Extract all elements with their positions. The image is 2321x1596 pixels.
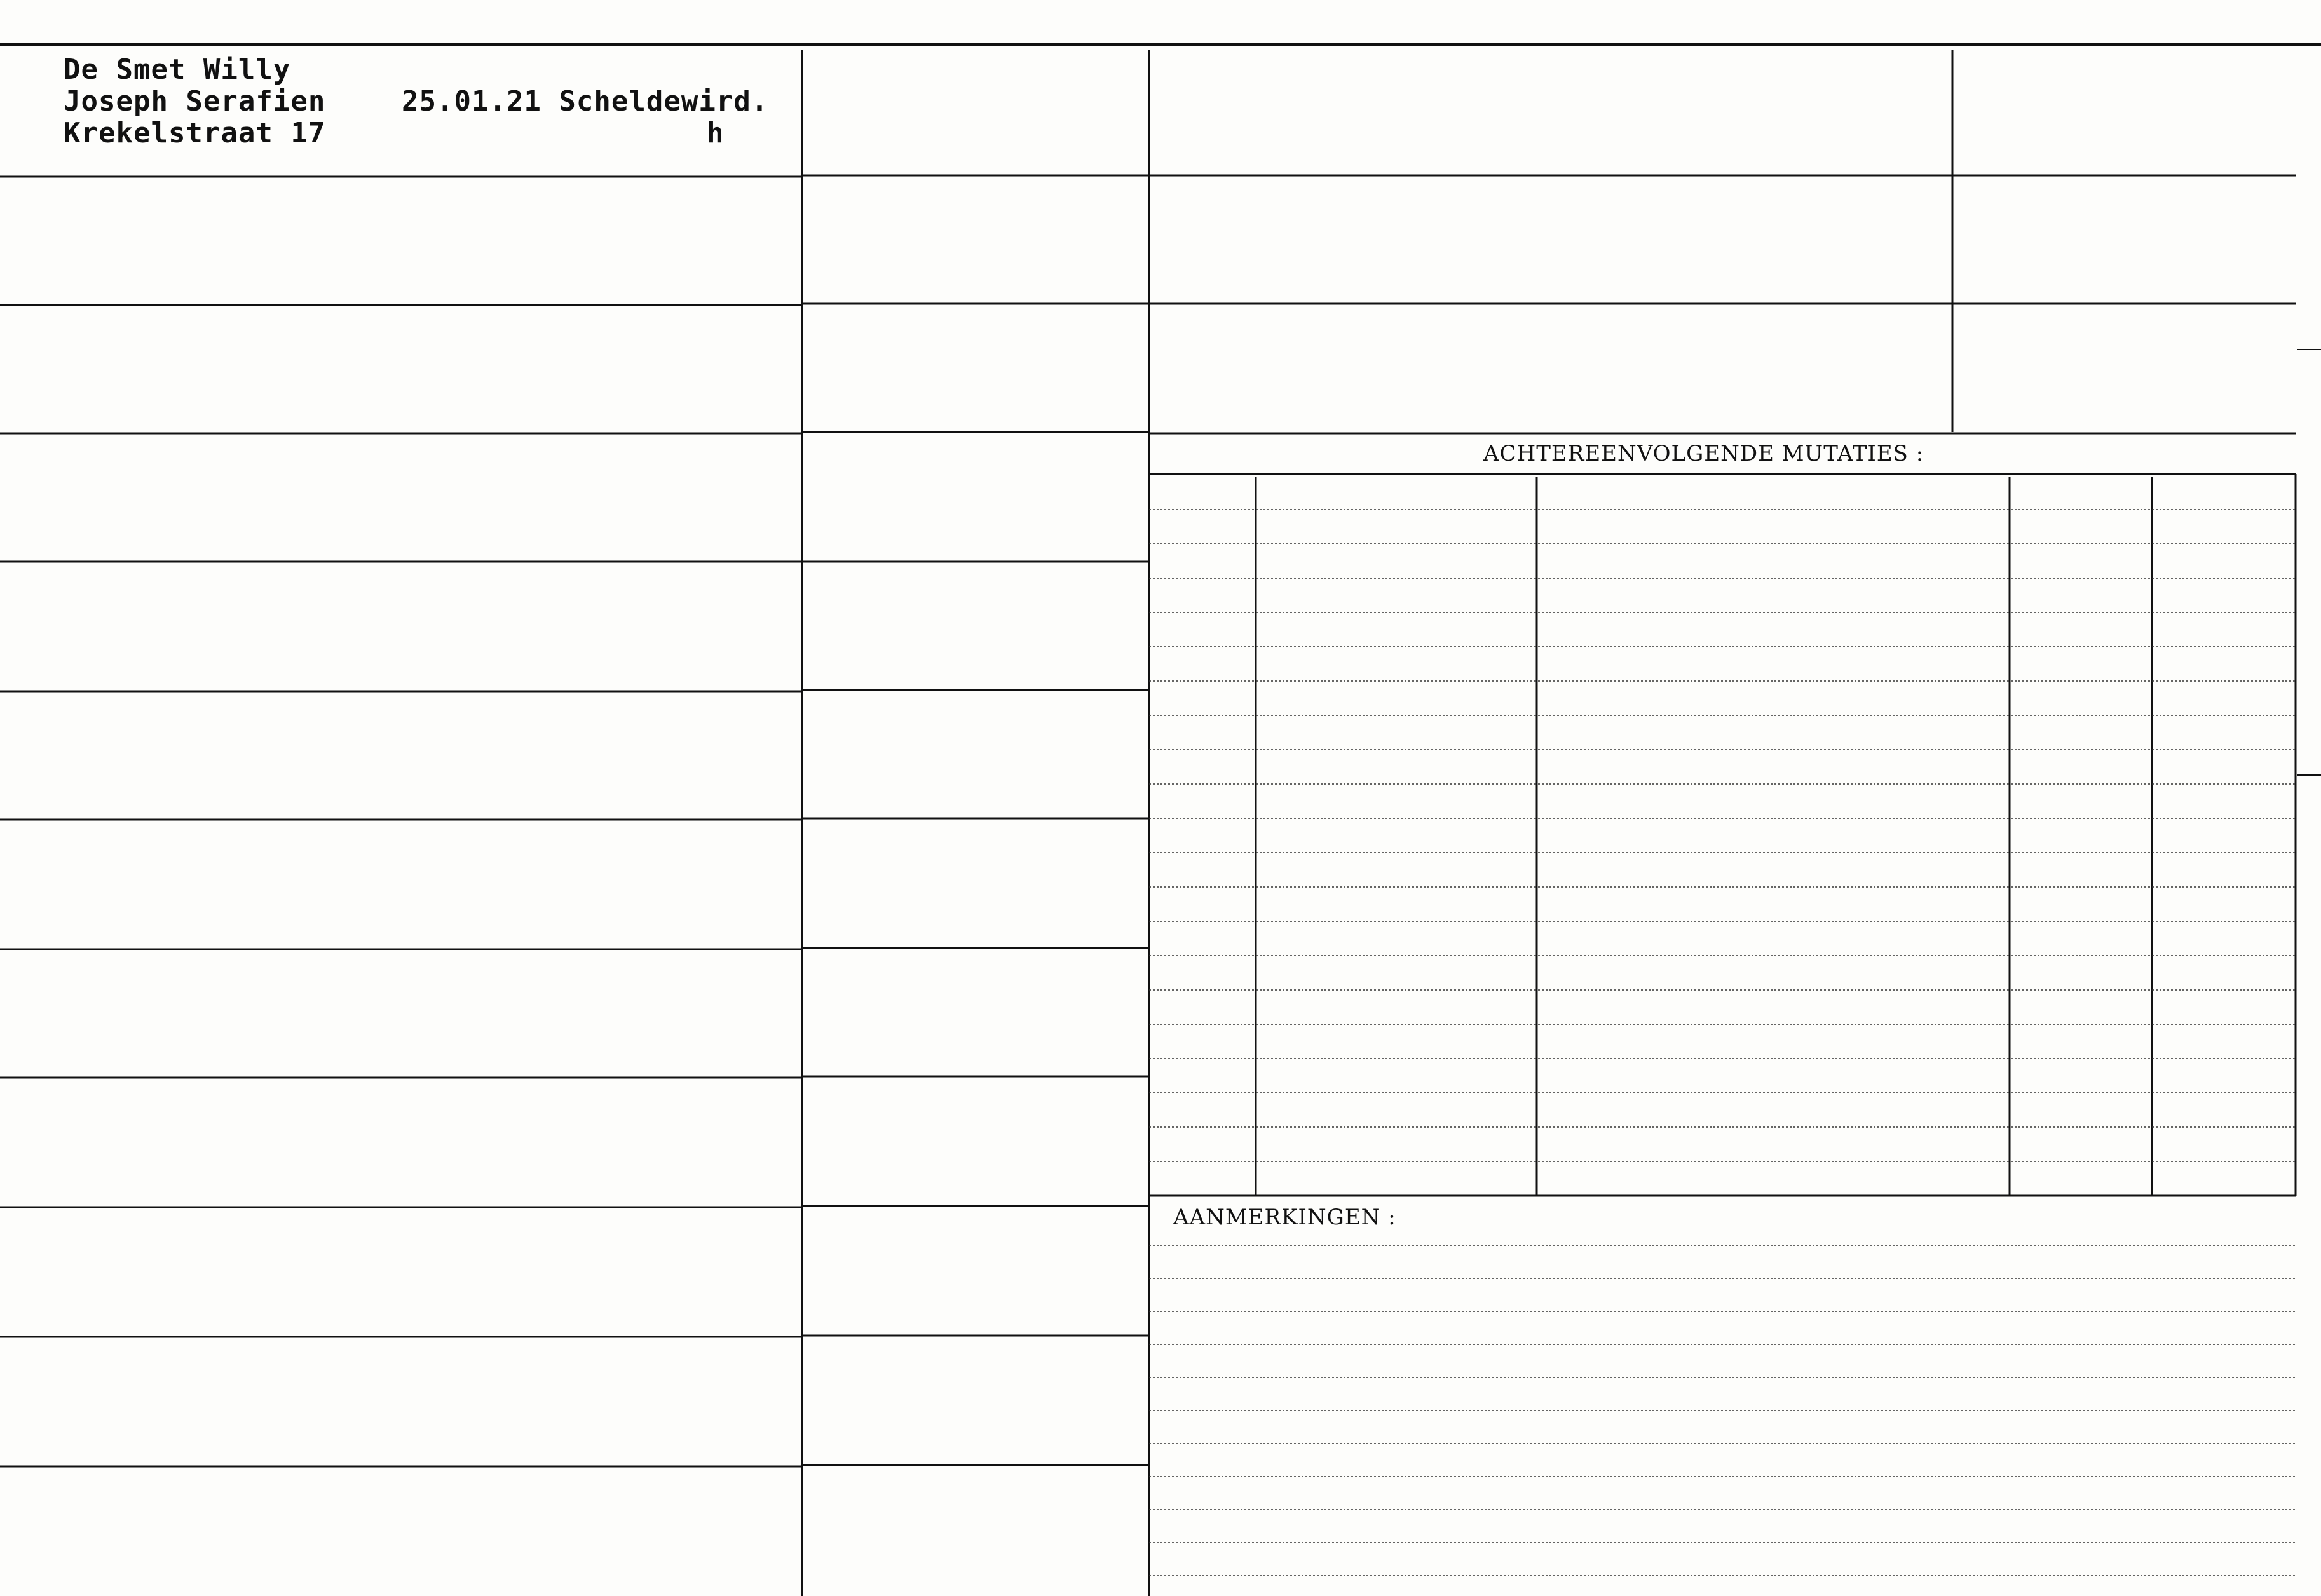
person-name-line-2: Joseph Serafien bbox=[64, 85, 326, 118]
person-name-line-1: De Smet Willy bbox=[64, 53, 291, 86]
mutaties-heading: ACHTEREENVOLGENDE MUTATIES : bbox=[1483, 441, 1924, 466]
birth-date-place: 25.01.21 Scheldewird. bbox=[402, 85, 769, 118]
entry-mark: h bbox=[707, 117, 725, 149]
person-address: Krekelstraat 17 bbox=[64, 117, 326, 149]
aanmerkingen-heading: AANMERKINGEN : bbox=[1173, 1205, 1396, 1230]
